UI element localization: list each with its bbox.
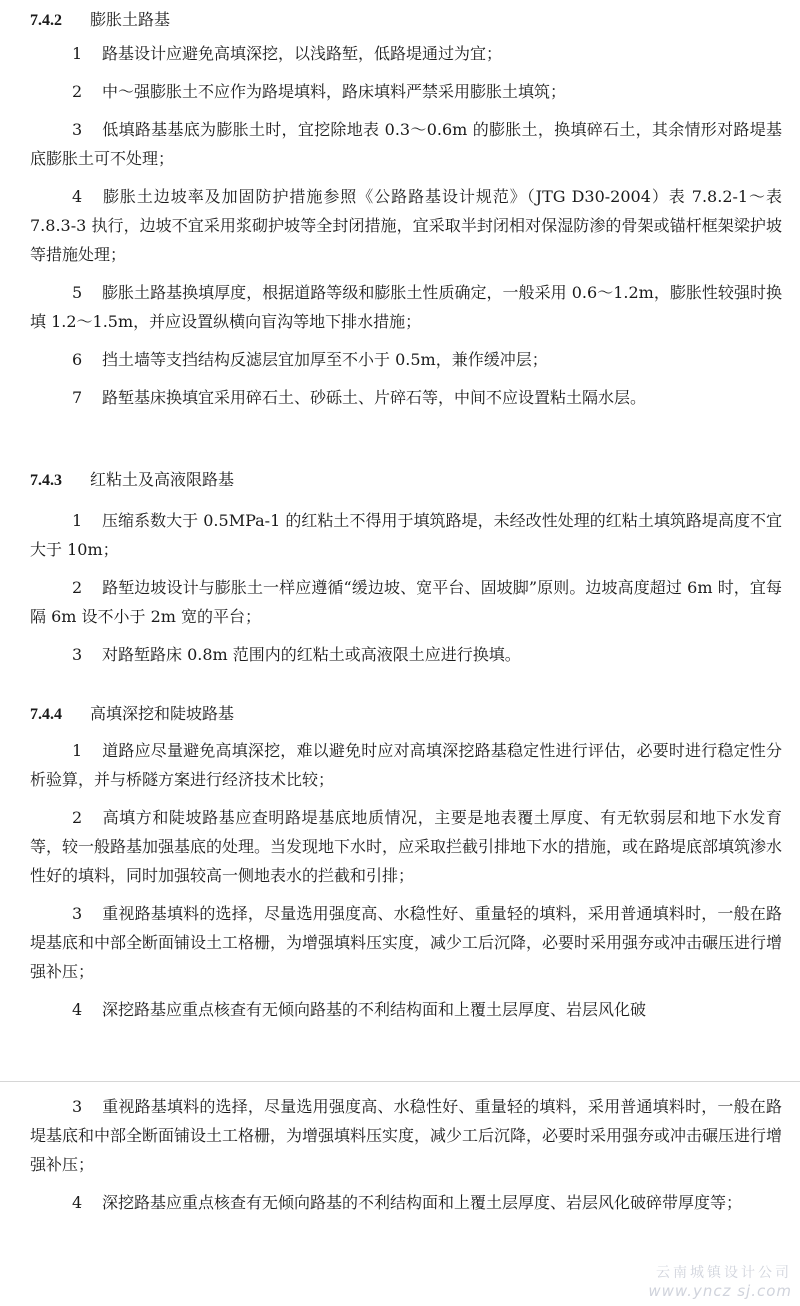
item-text: 深挖路基应重点核查有无倾向路基的不利结构面和上覆土层厚度、岩层风化破碎带厚度等； <box>102 1193 743 1212</box>
item-text: 重视路基填料的选择，尽量选用强度高、水稳性好、重量轻的填料，采用普通填料时，一般在路堤基底和中部全断面铺设土工格栅，为增强填料压实度，减少工后沉降，必要时采用强夯或冲击碾压进行增强补压； <box>30 1097 783 1174</box>
item-number: 5 <box>72 283 83 302</box>
list-item <box>30 640 782 669</box>
list-item <box>30 383 782 412</box>
item-number: 3 <box>72 1097 83 1116</box>
section-7-4-3 <box>30 466 782 669</box>
item-text: 路堑基床换填宜采用碎石土、砂砾土、片碎石等，中间不应设置粘土隔水层。 <box>102 388 647 407</box>
section-number: 7.4.3 <box>30 472 62 489</box>
list-item <box>30 1092 782 1179</box>
section-heading <box>30 6 782 34</box>
item-number: 3 <box>72 645 83 664</box>
list-item <box>30 506 782 564</box>
list-item <box>30 39 782 68</box>
item-text: 道路应尽量避免高填深挖，难以避免时应对高填深挖路基稳定性进行评估，必要时进行稳定性分析验算，并与桥隧方案进行经济技术比较； <box>30 741 782 789</box>
list-item <box>30 278 782 336</box>
item-number: 3 <box>72 120 83 139</box>
list-item <box>30 345 782 374</box>
item-text: 压缩系数大于 0.5MPa-1 的红粘土不得用于填筑路堤，未经改性处理的红粘土填筑路堤高度不宜大于 10m； <box>30 511 782 559</box>
list-item <box>30 995 782 1024</box>
item-text: 高填方和陡坡路基应查明路堤基底地质情况，主要是地表覆土厚度、有无软弱层和地下水发育等，较一般路基加强基底的处理。当发现地下水时，应采取拦截引排地下水的措施，或在路堤底部填筑渗水性好的填料，同时加强较高一侧地表水的拦截和引排； <box>30 808 783 885</box>
section-number: 7.4.4 <box>30 706 62 723</box>
section-title: 膨胀土路基 <box>90 10 171 29</box>
item-number: 2 <box>72 808 83 827</box>
item-number: 7 <box>72 388 83 407</box>
watermark <box>648 1264 792 1300</box>
section-heading <box>30 466 782 494</box>
item-text: 中～强膨胀土不应作为路堤填料，路床填料严禁采用膨胀土填筑； <box>102 82 567 101</box>
section-7-4-4 <box>30 700 782 1024</box>
item-number: 3 <box>72 904 83 923</box>
list-item <box>30 1188 782 1217</box>
item-number: 4 <box>72 1000 83 1019</box>
item-text: 膨胀土路基换填厚度，根据道路等级和膨胀土性质确定，一般采用 0.6～1.2m，膨胀性较强时换填 1.2～1.5m，并应设置纵横向盲沟等地下排水措施； <box>30 283 782 331</box>
watermark-url: www.yncz sj.com <box>648 1282 792 1300</box>
section-heading <box>30 700 782 728</box>
list-item <box>30 899 782 986</box>
item-text: 重视路基填料的选择，尽量选用强度高、水稳性好、重量轻的填料，采用普通填料时，一般在路堤基底和中部全断面铺设土工格栅，为增强填料压实度，减少工后沉降，必要时采用强夯或冲击碾压进行增强补压； <box>30 904 783 981</box>
item-text: 挡土墙等支挡结构反滤层宜加厚至不小于 0.5m，兼作缓冲层； <box>102 350 548 369</box>
item-number: 1 <box>72 741 83 760</box>
section-7-4-2 <box>30 6 782 412</box>
section-title: 红粘土及高液限路基 <box>90 470 235 489</box>
list-item <box>30 115 782 173</box>
divider <box>0 1081 800 1082</box>
item-number: 1 <box>72 44 83 63</box>
list-item <box>30 573 782 631</box>
item-text: 路基设计应避免高填深挖，以浅路堑，低路堤通过为宜； <box>102 44 503 63</box>
item-number: 6 <box>72 350 83 369</box>
list-item <box>30 182 782 269</box>
item-number: 4 <box>72 187 83 206</box>
list-item <box>30 803 782 890</box>
list-item <box>30 77 782 106</box>
item-text: 路堑边坡设计与膨胀土一样应遵循“缓边坡、宽平台、固坡脚”原则。边坡高度超过 6m 时，宜每隔 6m 设不小于 2m 宽的平台； <box>30 578 782 626</box>
item-number: 2 <box>72 578 83 597</box>
item-number: 1 <box>72 511 83 530</box>
item-text: 膨胀土边坡率及加固防护措施参照《公路路基设计规范》（JTG D30-2004）表 7.8.2-1～表 7.8.3-3 执行，边坡不宜采用浆砌护坡等全封闭措施，宜采取半封闭相对保湿防渗的骨架或锚杆框架梁护坡等措施处理； <box>30 187 782 264</box>
item-text: 低填路基基底为膨胀土时，宜挖除地表 0.3～0.6m 的膨胀土，换填碎石土，其余情形对路堤基底膨胀土可不处理； <box>30 120 782 168</box>
section-title: 高填深挖和陡坡路基 <box>90 704 235 723</box>
item-text: 深挖路基应重点核查有无倾向路基的不利结构面和上覆土层厚度、岩层风化破 <box>102 1000 647 1019</box>
item-number: 4 <box>72 1193 83 1212</box>
item-number: 2 <box>72 82 83 101</box>
watermark-company: 云南城镇设计公司 <box>656 1265 792 1281</box>
item-text: 对路堑路床 0.8m 范围内的红粘土或高液限土应进行换填。 <box>102 645 521 664</box>
continuation-block <box>30 1092 782 1217</box>
section-number: 7.4.2 <box>30 12 62 29</box>
list-item <box>30 736 782 794</box>
